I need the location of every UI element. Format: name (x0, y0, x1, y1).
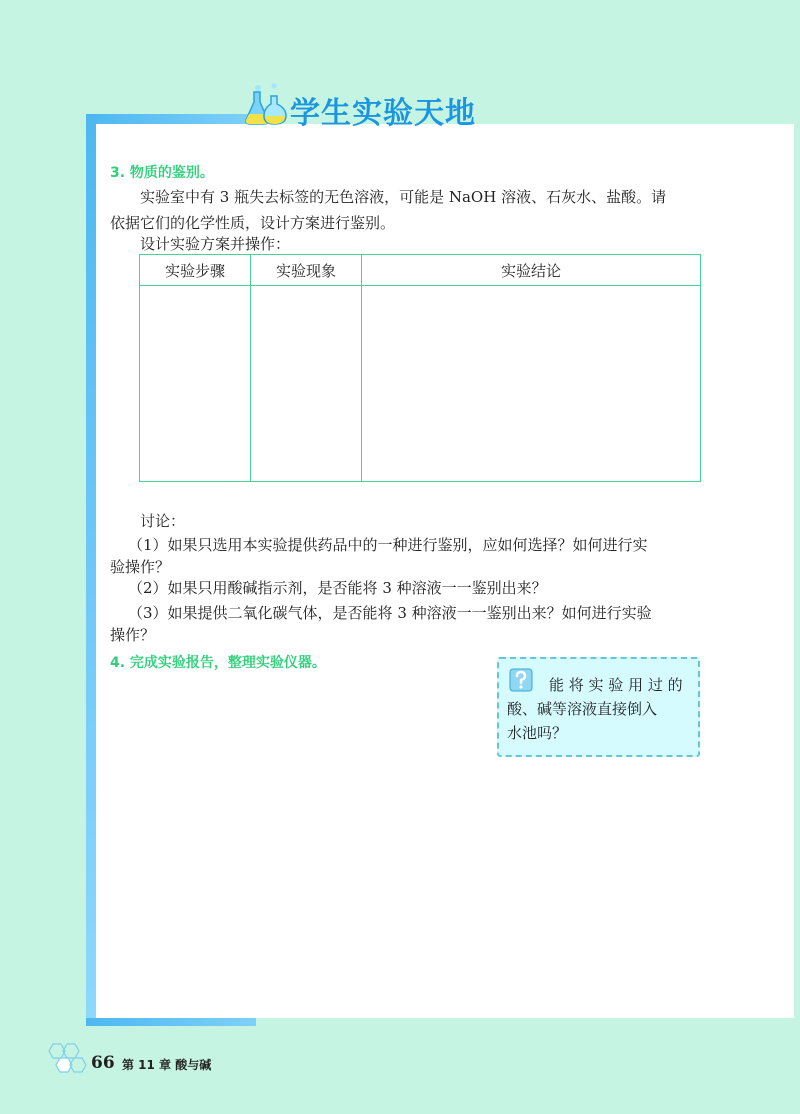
question-icon (509, 668, 533, 692)
note-line-1: 能 将 实 验 用 过 的 (549, 676, 683, 694)
cell-steps[interactable] (140, 286, 251, 482)
question-2: （2）如果只用酸碱指示剂，是否能将 3 种溶液一一鉴别出来？ (128, 579, 547, 597)
experiment-table (139, 254, 701, 482)
intro-line-1: 实验室中有 3 瓶失去标签的无色溶液，可能是 NaOH 溶液、石灰水、盐酸。请 (140, 188, 667, 206)
intro-line-2: 依据它们的化学性质，设计方案进行鉴别。 (110, 214, 396, 232)
frame-accent-bottom (86, 1018, 256, 1026)
note-line-2: 酸、碱等溶液直接倒入 (507, 700, 658, 718)
flask-icon (244, 82, 290, 126)
note-line-3: 水池吗？ (507, 724, 568, 742)
page-number: 66 (91, 1053, 115, 1073)
header-steps: 实验步骤 (140, 255, 251, 286)
header-conclusion: 实验结论 (362, 255, 701, 286)
question-3-line-2: 操作？ (110, 626, 156, 644)
question-1-line-1: （1）如果只选用本实验提供药品中的一种进行鉴别，应如何选择？如何进行实 (128, 536, 648, 554)
header-phenomena: 实验现象 (251, 255, 362, 286)
cell-phenomena[interactable] (251, 286, 362, 482)
question-1-line-2: 验操作？ (110, 558, 171, 576)
section-4-heading: 4. 完成实验报告，整理实验仪器。 (110, 655, 326, 671)
table-header-row (140, 255, 701, 286)
design-label: 设计实验方案并操作： (140, 235, 291, 253)
section-3-heading: 3. 物质的鉴别。 (110, 165, 214, 181)
cell-conclusion[interactable] (362, 286, 701, 482)
frame-accent-top (86, 114, 256, 124)
question-3-line-1: （3）如果提供二氧化碳气体，是否能将 3 种溶液一一鉴别出来？如何进行实验 (128, 604, 652, 622)
chapter-label: 第 11 章 酸与碱 (122, 1058, 212, 1072)
discussion-label: 讨论： (140, 512, 186, 530)
frame-accent-left (86, 114, 96, 1026)
banner-title: 学生实验天地 (290, 96, 476, 131)
hexagon-logo-icon (44, 1042, 90, 1076)
table-row (140, 286, 701, 482)
